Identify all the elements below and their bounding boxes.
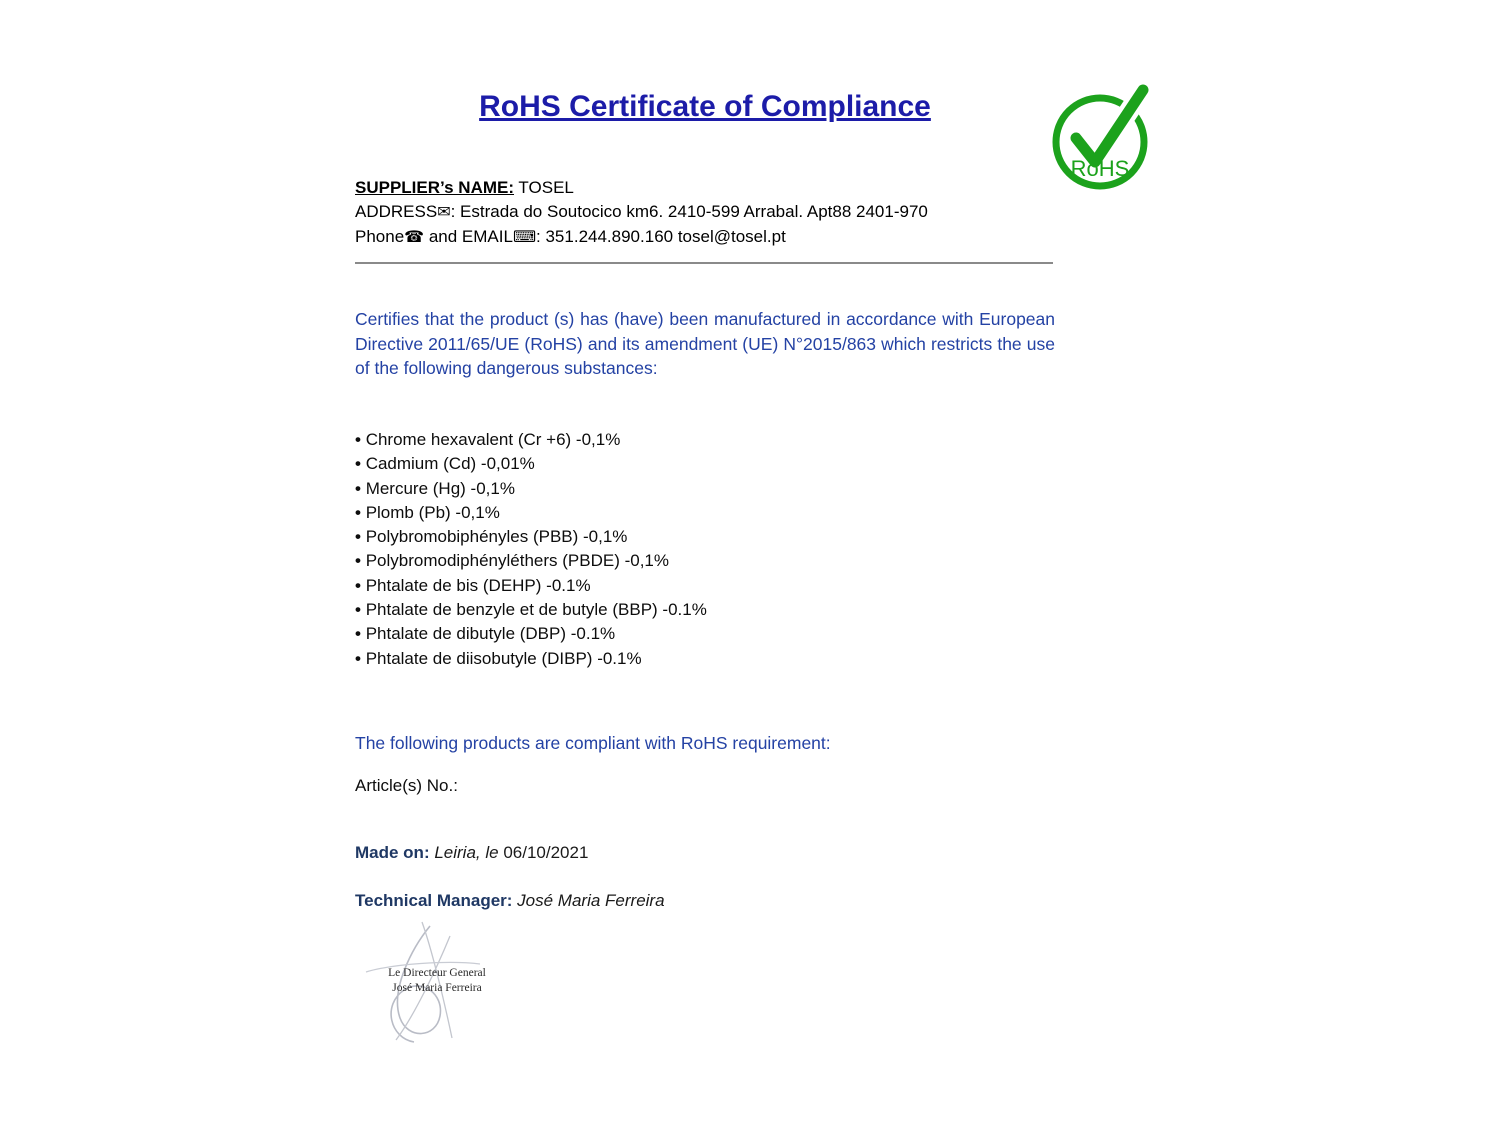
substance-item: • Cadmium (Cd) -0,01% [355, 452, 1055, 476]
phone-label: Phone [355, 227, 405, 246]
email-label: and EMAIL [424, 227, 513, 246]
certification-paragraph: Certifies that the product (s) has (have) been manufactured in accordance with European Directive 2011/65/UE (RoHS) and its amendment (UE) N°2015/863 which restricts the use of the following dangerous substances: [355, 309, 1055, 378]
signature-line1: Le Directeur General [388, 967, 486, 979]
substance-item: • Phtalate de diisobutyle (DIBP) -0.1% [355, 647, 1055, 671]
signature-line2: José Maria Ferreira [392, 982, 482, 994]
supplier-name-value: TOSEL [514, 178, 574, 197]
substance-item: • Polybromobiphényles (PBB) -0,1% [355, 525, 1055, 549]
supplier-address-line [355, 200, 1055, 225]
supplier-block [355, 176, 1055, 250]
technical-manager-label: Technical Manager: [355, 891, 513, 910]
rohs-logo-label: RoHS [1070, 156, 1130, 181]
made-on-date: 06/10/2021 [503, 843, 589, 862]
compliance-statement: The following products are compliant with RoHS requirement: [355, 733, 831, 753]
technical-manager-line [355, 891, 665, 911]
substance-item: • Mercure (Hg) -0,1% [355, 477, 1055, 501]
substance-item: • Phtalate de benzyle et de butyle (BBP) -0.1% [355, 598, 1055, 622]
substance-item: • Phtalate de bis (DEHP) -0.1% [355, 574, 1055, 598]
substance-item: • Phtalate de dibutyle (DBP) -0.1% [355, 622, 1055, 646]
supplier-name-label: SUPPLIER’s NAME: [355, 178, 515, 197]
signature-scribble-icon [352, 920, 522, 1060]
phone-email-value: : 351.244.890.160 tosel@tosel.pt [536, 227, 786, 246]
divider-line [355, 262, 1053, 264]
address-value: : Estrada do Soutocico km6. 2410-599 Arrabal. Apt88 2401-970 [450, 202, 928, 221]
substance-item: • Polybromodiphényléthers (PBDE) -0,1% [355, 549, 1055, 573]
phone-icon: ☎ [404, 229, 425, 246]
technical-manager-name: José Maria Ferreira [512, 891, 665, 910]
made-on-place: Leiria, le [429, 843, 504, 862]
supplier-contact-line [355, 225, 1055, 250]
envelope-icon: ✉ [437, 204, 451, 221]
article-number-label: Article(s) No.: [355, 776, 458, 795]
address-label: ADDRESS [355, 202, 438, 221]
made-on-line [355, 843, 588, 863]
rohs-logo [1050, 78, 1154, 192]
substances-list [355, 428, 1055, 671]
made-on-label: Made on: [355, 843, 430, 862]
substance-item: • Plomb (Pb) -0,1% [355, 501, 1055, 525]
signature-block [352, 920, 522, 1060]
page-title: RoHS Certificate of Compliance [479, 90, 931, 123]
substance-item: • Chrome hexavalent (Cr +6) -0,1% [355, 428, 1055, 452]
rohs-check-icon [1050, 78, 1154, 192]
computer-icon: ⌨ [512, 229, 537, 246]
supplier-name-line [355, 176, 1055, 200]
